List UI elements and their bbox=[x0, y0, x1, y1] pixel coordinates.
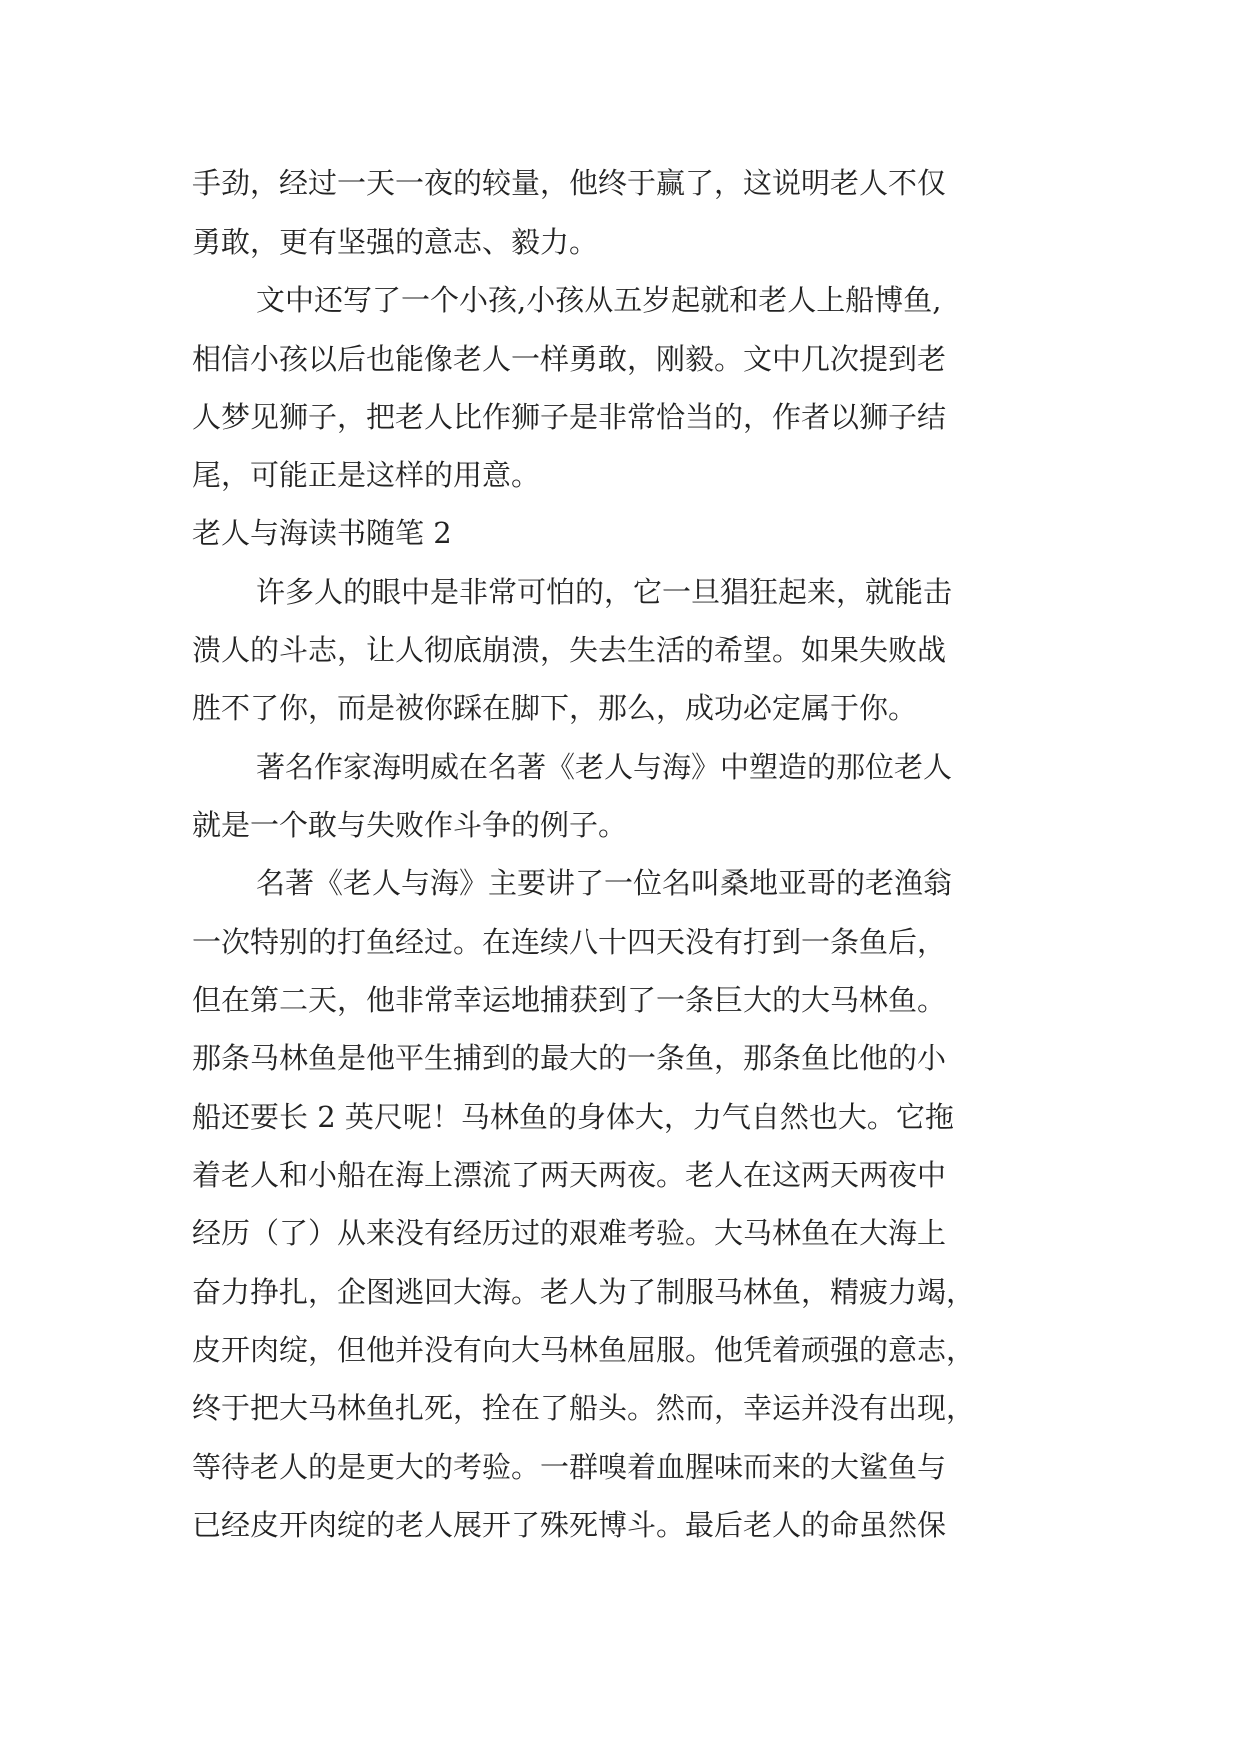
text-line: 文中还写了一个小孩,小孩从五岁起就和老人上船博鱼, bbox=[256, 283, 942, 317]
text-line: 著名作家海明威在名著《老人与海》中塑造的那位老人 bbox=[256, 750, 953, 784]
text-line: 溃人的斗志，让人彻底崩溃，失去生活的希望。如果失败战 bbox=[192, 633, 947, 667]
text-line: 那条马林鱼是他平生捕到的最大的一条鱼，那条鱼比他的小 bbox=[192, 1041, 947, 1075]
text-line: 一次特别的打鱼经过。在连续八十四天没有打到一条鱼后， bbox=[192, 925, 947, 959]
text-line: 已经皮开肉绽的老人展开了殊死博斗。最后老人的命虽然保 bbox=[192, 1508, 947, 1542]
text-line: 船还要长 2 英尺呢！马林鱼的身体大，力气自然也大。它拖 bbox=[192, 1100, 954, 1134]
text-line: 胜不了你，而是被你踩在脚下，那么，成功必定属于你。 bbox=[192, 691, 918, 725]
text-line: 终于把大马林鱼扎死，拴在了船头。然而，幸运并没有出现， bbox=[192, 1391, 976, 1425]
text-line: 皮开肉绽，但他并没有向大马林鱼屈服。他凭着顽强的意志， bbox=[192, 1333, 976, 1367]
text-line: 名著《老人与海》主要讲了一位名叫桑地亚哥的老渔翁 bbox=[256, 866, 953, 900]
text-line: 勇敢，更有坚强的意志、毅力。 bbox=[192, 225, 599, 259]
text-line: 着老人和小船在海上漂流了两天两夜。老人在这两天两夜中 bbox=[192, 1158, 947, 1192]
text-line: 相信小孩以后也能像老人一样勇敢，刚毅。文中几次提到老 bbox=[192, 342, 947, 376]
section-heading: 老人与海读书随笔 2 bbox=[192, 516, 452, 550]
text-line: 手劲，经过一天一夜的较量，他终于赢了，这说明老人不仅 bbox=[192, 166, 947, 200]
text-line: 奋力挣扎，企图逃回大海。老人为了制服马林鱼，精疲力竭， bbox=[192, 1275, 976, 1309]
text-line: 经历（了）从来没有经历过的艰难考验。大马林鱼在大海上 bbox=[192, 1216, 947, 1250]
text-line: 但在第二天，他非常幸运地捕获到了一条巨大的大马林鱼。 bbox=[192, 983, 947, 1017]
text-line: 就是一个敢与失败作斗争的例子。 bbox=[192, 808, 628, 842]
text-line: 尾，可能正是这样的用意。 bbox=[192, 458, 541, 492]
text-line: 人梦见狮子，把老人比作狮子是非常恰当的，作者以狮子结 bbox=[192, 400, 947, 434]
text-line: 许多人的眼中是非常可怕的，它一旦猖狂起来，就能击 bbox=[256, 575, 953, 609]
text-line: 等待老人的是更大的考验。一群嗅着血腥味而来的大鲨鱼与 bbox=[192, 1450, 947, 1484]
